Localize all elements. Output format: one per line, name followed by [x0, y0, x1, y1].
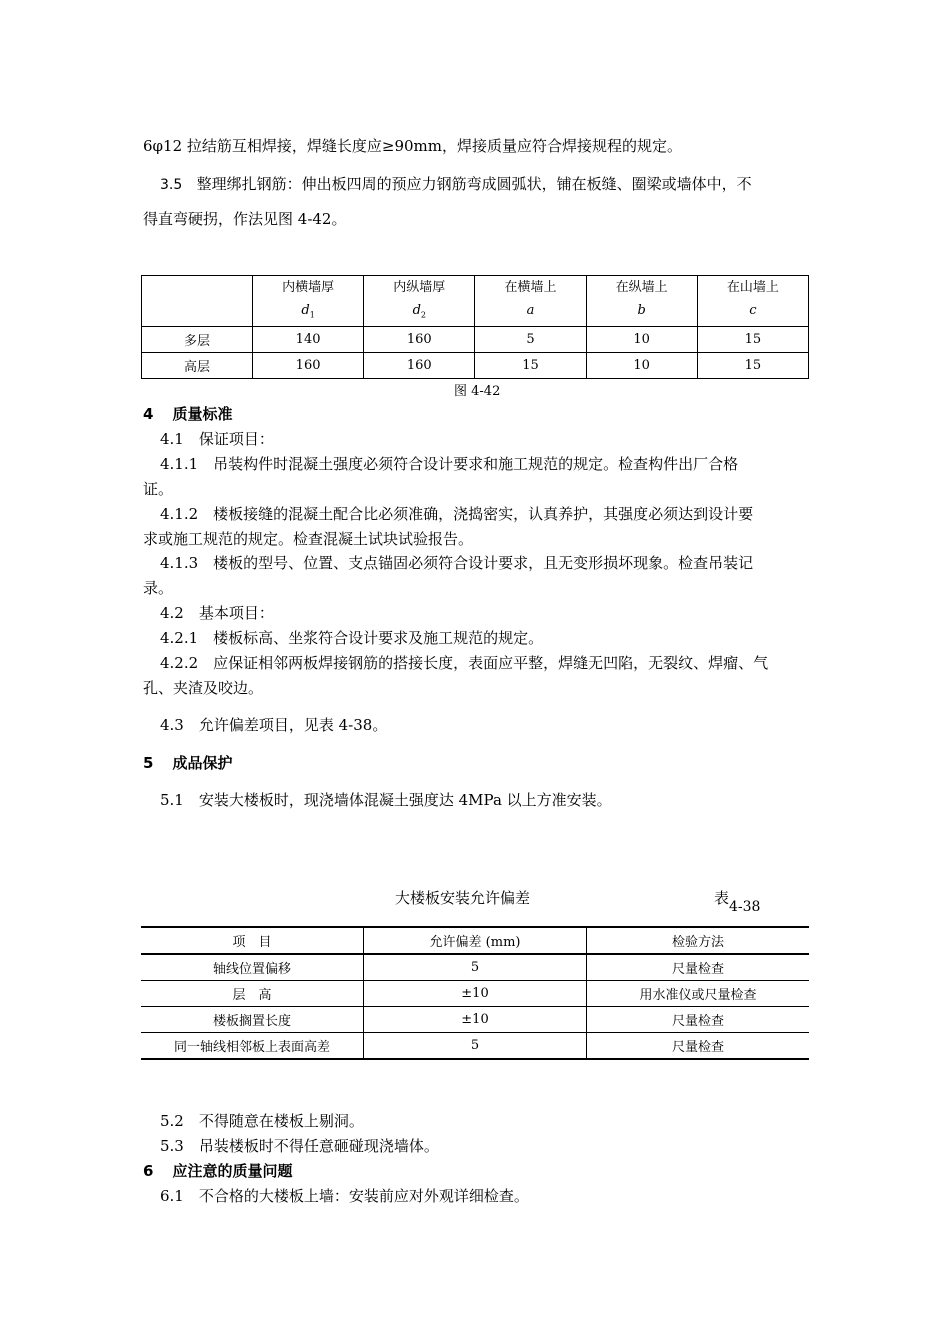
section-4-1-2: 4.1.2 楼板接缝的混凝土配合比必须准确，浇捣密实，认真养护，其强度必须达到设计要: [160, 505, 754, 523]
paragraph-line: 得直弯硬拐，作法见图 4-42。: [143, 210, 347, 228]
section-text: 整理绑扎钢筋：伸出板四周的预应力钢筋弯成圆弧状，铺在板缝、圈梁或墙体中，不: [196, 175, 752, 193]
table-row: [141, 954, 809, 981]
table-cell: 15: [697, 326, 808, 352]
table-cell: 5: [364, 954, 587, 981]
table-cell: 10: [586, 352, 697, 378]
table-cell: 尺量检查: [587, 1007, 810, 1033]
table-header-row: [141, 927, 809, 954]
row-label: 高层: [142, 352, 253, 378]
table-row: [141, 1007, 809, 1033]
table-cell: 轴线位置偏移: [141, 954, 364, 981]
table-header-cell: 检验方法: [587, 927, 810, 954]
table-header-cell: 在山墙上 c: [697, 276, 808, 327]
table-header-cell: 内纵墙厚 $d_2$: [364, 276, 475, 327]
section-4-2: 4.2 基本项目：: [160, 604, 274, 622]
table-cell: 5: [475, 326, 586, 352]
table-row: [141, 1033, 809, 1060]
table-header-cell: 项 目: [141, 927, 364, 954]
section-4-2-2: 4.2.2 应保证相邻两板焊接钢筋的搭接长度，表面应平整，焊缝无凹陷，无裂纹、焊瘤、气: [160, 654, 769, 672]
paragraph-line: 求或施工规范的规定。检查混凝土试块试验报告。: [143, 530, 474, 548]
table-number: 表4-38: [714, 889, 761, 915]
table-cell: 层 高: [141, 981, 364, 1007]
table-row: [142, 352, 809, 378]
section-5-2: 5.2 不得随意在楼板上剔洞。: [160, 1112, 364, 1130]
table-cell: 15: [475, 352, 586, 378]
paragraph-line: 证。: [143, 480, 174, 498]
section-5-3: 5.3 吊装楼板时不得任意砸碰现浇墙体。: [160, 1137, 439, 1155]
table-row: [141, 981, 809, 1007]
section-4-heading: 4 质量标准: [143, 405, 233, 423]
table-header-cell: 在横墙上 a: [475, 276, 586, 327]
table-cell: 10: [586, 326, 697, 352]
section-5-heading: 5 成品保护: [143, 754, 233, 772]
table-cell: 楼板搁置长度: [141, 1007, 364, 1033]
table-cell: 尺量检查: [587, 954, 810, 981]
table-cell: 15: [697, 352, 808, 378]
paragraph-line: 录。: [143, 579, 174, 597]
table-cell: 用水准仪或尺量检查: [587, 981, 810, 1007]
table-header-cell: 内横墙厚 $d_1$: [253, 276, 364, 327]
table-header-cell: 在纵墙上 b: [586, 276, 697, 327]
table-row: [142, 326, 809, 352]
table-cell: 尺量检查: [587, 1033, 810, 1060]
paragraph-line: 6φ12 拉结筋互相焊接，焊缝长度应≥90mm，焊接质量应符合焊接规程的规定。: [143, 137, 683, 155]
section-4-3: 4.3 允许偏差项目，见表 4-38。: [160, 716, 388, 734]
row-label: 多层: [142, 326, 253, 352]
table-title: 大楼板安装允许偏差: [395, 889, 531, 907]
section-4-1-3: 4.1.3 楼板的型号、位置、支点锚固必须符合设计要求，且无变形损坏现象。检查吊装记: [160, 554, 754, 572]
section-4-1: 4.1 保证项目：: [160, 430, 274, 448]
table-header-cell: 允许偏差 (mm): [364, 927, 587, 954]
table-cell: 140: [253, 326, 364, 352]
section-4-2-1: 4.2.1 楼板标高、坐浆符合设计要求及施工规范的规定。: [160, 629, 544, 647]
table-cell: 160: [253, 352, 364, 378]
section-3-5: [160, 173, 809, 196]
section-6-1: 6.1 不合格的大楼板上墙：安装前应对外观详细检查。: [160, 1187, 529, 1205]
figure-4-42-table: [141, 275, 809, 379]
section-number: 3.5: [160, 177, 183, 193]
figure-caption: 图 4-42: [454, 384, 501, 399]
table-cell: 160: [364, 326, 475, 352]
table-cell: ±10: [364, 981, 587, 1007]
paragraph-line: 孔、夹渣及咬边。: [143, 679, 264, 697]
table-4-38: [141, 926, 809, 1060]
section-5-1: 5.1 安装大楼板时，现浇墙体混凝土强度达 4MPa 以上方准安装。: [160, 791, 612, 809]
table-corner-cell: [142, 276, 253, 327]
section-4-1-1: 4.1.1 吊装构件时混凝土强度必须符合设计要求和施工规范的规定。检查构件出厂合格: [160, 455, 739, 473]
table-cell: 160: [364, 352, 475, 378]
table-cell: 同一轴线相邻板上表面高差: [141, 1033, 364, 1060]
table-cell: ±10: [364, 1007, 587, 1033]
section-6-heading: 6 应注意的质量问题: [143, 1162, 293, 1180]
table-cell: 5: [364, 1033, 587, 1060]
